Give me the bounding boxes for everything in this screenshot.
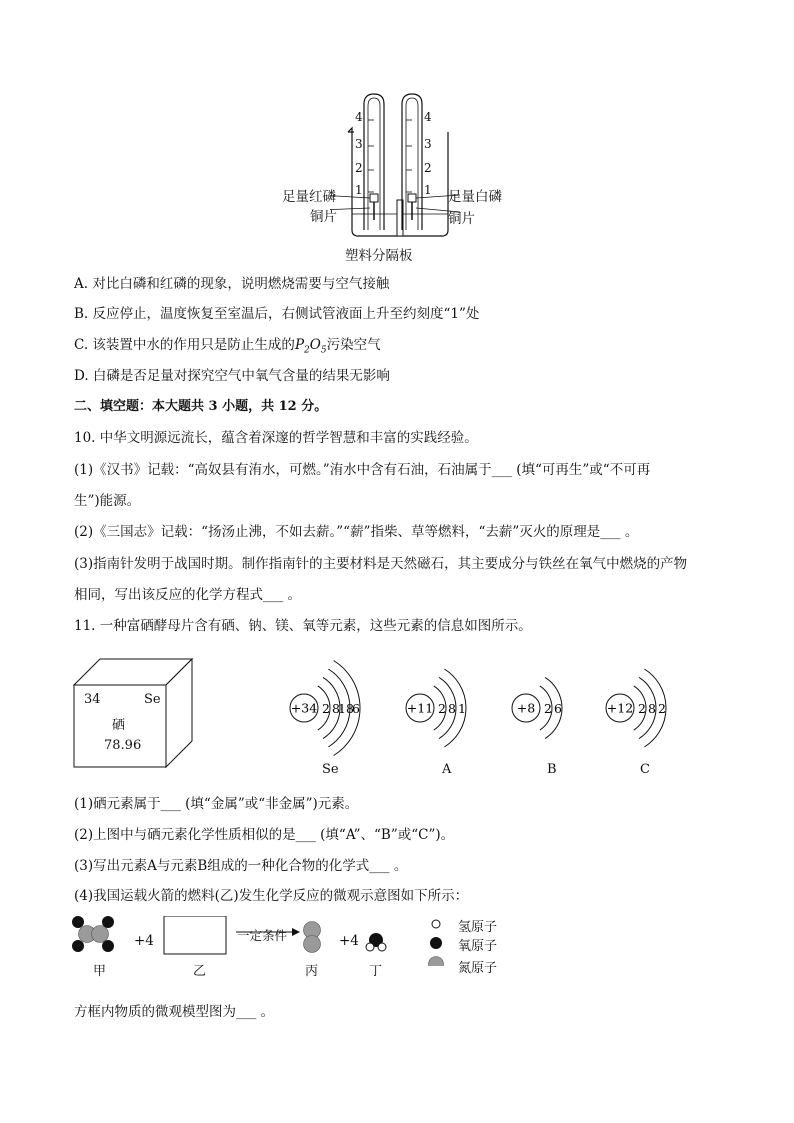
label-red-phosphorus: 足量红磷 — [282, 189, 336, 205]
label-plastic-divider: 塑料分隔板 — [345, 248, 413, 264]
scale-left-1: 1 — [355, 183, 363, 197]
shell-electron-count: 1 — [458, 701, 466, 716]
nucleus-charge: +12 — [606, 700, 634, 716]
shell-electron-count: 8 — [448, 701, 456, 716]
shell-electron-count: 8 — [332, 701, 340, 716]
q11-part4: (4)我国运载火箭的燃料(乙)发生化学反应的微观示意图如下所示： — [74, 888, 469, 904]
atom-structure-diagrams — [280, 648, 720, 758]
molecule-ding — [366, 933, 386, 951]
shell-electron-count: 6 — [554, 701, 562, 716]
q10-part2: (2)《三国志》记载：“扬汤止沸，不如去薪。”“薪”指柴、草等燃料，“去薪”灭火的原理是___ 。 — [74, 524, 639, 540]
element-number: 34 — [84, 692, 101, 707]
reaction-condition: 一定条件 — [237, 928, 288, 943]
legend-oxygen: 氧原子 — [458, 939, 498, 954]
shell-electron-count: 2 — [544, 701, 552, 716]
scale-left-3: 3 — [355, 137, 363, 151]
shell-electron-count: 6 — [352, 701, 360, 716]
element-symbol: Se — [144, 692, 161, 707]
q11-part2: (2)上图中与硒元素化学性质相似的是___ (填“A”、“B”或“C”)。 — [74, 827, 455, 843]
atom-label-c: C — [640, 762, 650, 777]
shell-electron-count: 2 — [638, 701, 646, 716]
q11-part1: (1)硒元素属于___ (填“金属”或“非金属”)元素。 — [74, 796, 359, 812]
atom-diagram-1 — [290, 661, 360, 756]
shell-electron-count: 2 — [322, 701, 330, 716]
label-ding: 丁 — [369, 964, 383, 979]
shell-electron-count: 18 — [338, 701, 354, 716]
q10-stem: 10. 中华文明源远流长，蕴含着深邃的哲学智慧和丰富的实践经验。 — [74, 430, 478, 446]
label-yi: 乙 — [193, 964, 207, 979]
formula-p: P — [294, 337, 305, 353]
q10-part3-line1: (3)指南针发明于战国时期。制作指南针的主要材料是天然磁石，其主要成分与铁丝在氧气中燃烧的产物 — [74, 556, 688, 572]
shell-electron-count: 2 — [658, 701, 666, 716]
option-b: B. 反应停止，温度恢复至室温后，右侧试管液面上升至约刻度“1”处 — [74, 306, 480, 322]
scale-right-3: 3 — [424, 137, 432, 151]
atom-label-a: A — [442, 762, 452, 777]
section-heading: 二、填空题：本大题共 3 小题，共 12 分。 — [74, 399, 328, 414]
coef-right: +4 — [339, 933, 359, 949]
label-copper-left: 铜片 — [310, 209, 337, 225]
shell-electron-count: 8 — [648, 701, 656, 716]
option-d: D. 白磷是否足量对探究空气中氧气含量的结果无影响 — [74, 368, 390, 384]
legend-hydrogen-icon — [432, 920, 440, 928]
scale-right-1: 1 — [424, 183, 432, 197]
molecule-jia — [72, 916, 114, 952]
label-copper-right: 铜片 — [448, 211, 475, 227]
q10-part3-line2: 相同，写出该反应的化学方程式___ 。 — [74, 587, 302, 603]
atom-diagram-3 — [512, 677, 562, 738]
scale-left-4: 4 — [355, 110, 363, 124]
option-c-suffix: 污染空气 — [326, 337, 381, 353]
q10-part1-line2: 生”)能源。 — [74, 493, 141, 509]
atom-label-b: B — [547, 762, 557, 777]
atom-label-se: Se — [322, 762, 339, 777]
label-jia: 甲 — [93, 964, 107, 979]
option-c-prefix: C. 该装置中水的作用只是防止生成的 — [74, 337, 295, 353]
scale-right-2: 2 — [424, 161, 432, 175]
coef-left: +4 — [134, 933, 154, 949]
legend-oxygen-icon — [430, 937, 442, 949]
scale-right-4: 4 — [424, 110, 432, 124]
label-white-phosphorus: 足量白磷 — [448, 189, 502, 205]
formula-o: O — [309, 337, 321, 353]
q11-stem: 11. 一种富硒酵母片含有硒、钠、镁、氧等元素，这些元素的信息如图所示。 — [74, 618, 532, 634]
q11-part3: (3)写出元素A与元素B组成的一种化合物的化学式___ 。 — [74, 858, 408, 874]
option-a: A. 对比白磷和红磷的现象，说明燃烧需要与空气接触 — [74, 276, 390, 292]
atom-diagram-2 — [406, 669, 466, 747]
element-name: 硒 — [112, 718, 126, 733]
label-bing: 丙 — [305, 964, 319, 979]
legend-nitrogen: 氮原子 — [458, 961, 498, 976]
formula-o-sub: 5 — [320, 345, 327, 356]
molecule-bing — [304, 922, 321, 953]
nucleus-charge: +8 — [516, 700, 536, 716]
shell-electron-count: 2 — [438, 701, 446, 716]
q10-part1-line1: (1)《汉书》记载：“高奴县有洧水，可燃。”洧水中含有石油，石油属于___ (填“可再生”或“不可再 — [74, 462, 651, 478]
nucleus-charge: +34 — [290, 700, 318, 716]
atom-diagram-4 — [606, 669, 666, 747]
legend-nitrogen-icon — [429, 957, 444, 967]
element-mass: 78.96 — [104, 738, 142, 753]
empty-box-yi — [164, 916, 226, 954]
q11-part5: 方框内物质的微观模型图为___ 。 — [74, 1004, 275, 1020]
nucleus-charge: +11 — [406, 700, 434, 716]
scale-left-2: 2 — [355, 161, 363, 175]
option-c — [74, 336, 381, 360]
legend-hydrogen: 氢原子 — [458, 920, 498, 935]
formula-p-sub: 2 — [304, 345, 310, 356]
